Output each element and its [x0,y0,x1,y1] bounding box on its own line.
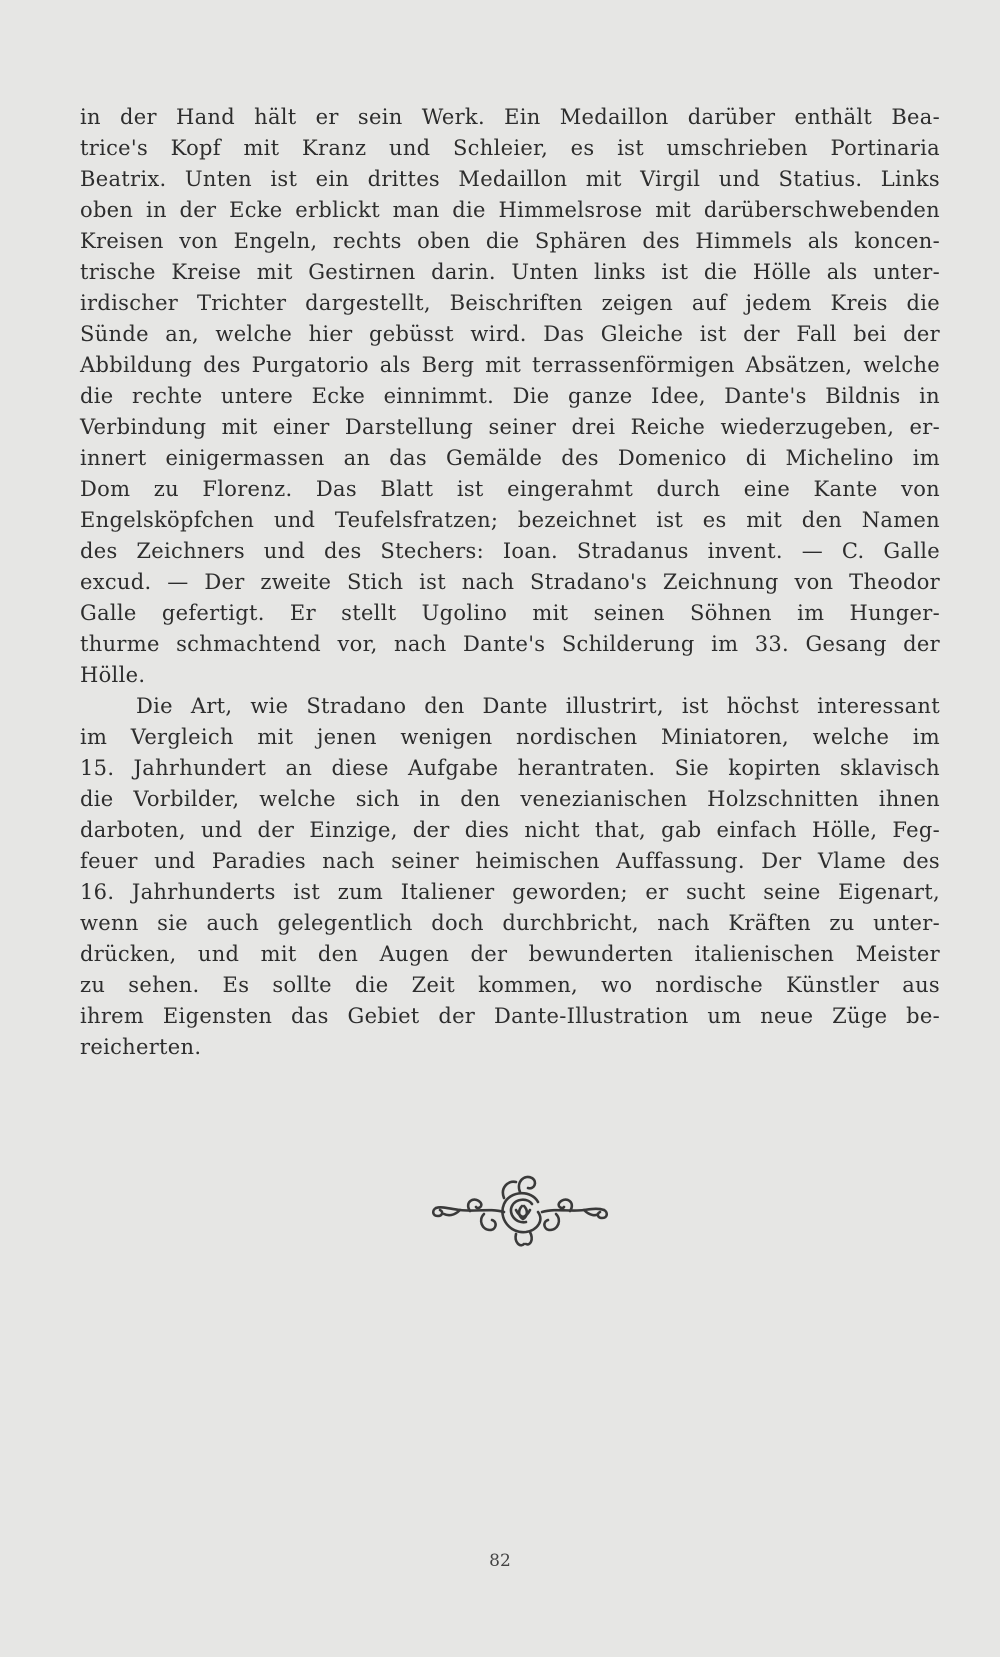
text-line: wenn sie auch gelegentlich doch durchbricht, nach Kräften zu unter- [80,911,940,935]
text-line: trische Kreise mit Gestirnen darin. Unten links ist die Hölle als unter- [80,260,940,284]
text-line: irdischer Trichter dargestellt, Beischriften zeigen auf jedem Kreis die [80,291,940,315]
text-line: Sünde an, welche hier gebüsst wird. Das Gleiche ist der Fall bei der [80,322,940,346]
text-line: excud. — Der zweite Stich ist nach Stradano's Zeichnung von Theodor [80,570,940,594]
body-text [80,102,940,1063]
text-line: ihrem Eigensten das Gebiet der Dante-Illustration um neue Züge be- [80,1004,940,1028]
text-line: Engelsköpfchen und Teufelsfratzen; bezeichnet ist es mit den Namen [80,508,940,532]
text-line: drücken, und mit den Augen der bewunderten italienischen Meister [80,942,940,966]
text-line: Beatrix. Unten ist ein drittes Medaillon mit Virgil und Statius. Links [80,167,940,191]
text-line: darboten, und der Einzige, der dies nicht that, gab einfach Hölle, Feg- [80,818,940,842]
text-line: die Vorbilder, welche sich in den venezianischen Holzschnitten ihnen [80,787,940,811]
text-line: im Vergleich mit jenen wenigen nordischen Miniatoren, welche im [80,725,940,749]
text-line: 15. Jahrhundert an diese Aufgabe herantraten. Sie kopirten sklavisch [80,756,940,780]
text-line: Dom zu Florenz. Das Blatt ist eingerahmt durch eine Kante von [80,477,940,501]
page-number: 82 [489,1551,511,1571]
text-line: des Zeichners und des Stechers: Ioan. Stradanus invent. — C. Galle [80,539,940,563]
ornament-vignette [420,1162,620,1262]
text-line: Abbildung des Purgatorio als Berg mit terrassenförmigen Absätzen, welche [80,353,940,377]
text-line: zu sehen. Es sollte die Zeit kommen, wo nordische Künstler aus [80,973,940,997]
text-line: feuer und Paradies nach seiner heimischen Auffassung. Der Vlame des [80,849,940,873]
text-line: 16. Jahrhunderts ist zum Italiener geworden; er sucht seine Eigenart, [80,880,940,904]
text-line: Galle gefertigt. Er stellt Ugolino mit seinen Söhnen im Hunger- [80,601,940,625]
text-line: Die Art, wie Stradano den Dante illustrirt, ist höchst interessant [136,694,940,718]
text-line: thurme schmachtend vor, nach Dante's Schilderung im 33. Gesang der [80,632,940,656]
text-line: Verbindung mit einer Darstellung seiner drei Reiche wiederzugeben, er- [80,415,940,439]
text-line: reicherten. [80,1035,202,1059]
text-line: die rechte untere Ecke einnimmt. Die ganze Idee, Dante's Bildnis in [80,384,940,408]
text-line: trice's Kopf mit Kranz und Schleier, es ist umschrieben Portinaria [80,136,940,160]
text-line: oben in der Ecke erblickt man die Himmelsrose mit darüberschwebenden [80,198,940,222]
text-line: Hölle. [80,663,146,687]
text-line: innert einigermassen an das Gemälde des Domenico di Michelino im [80,446,940,470]
text-line: Kreisen von Engeln, rechts oben die Sphären des Himmels als koncen- [80,229,940,253]
text-line: in der Hand hält er sein Werk. Ein Medaillon darüber enthält Bea- [80,105,940,129]
